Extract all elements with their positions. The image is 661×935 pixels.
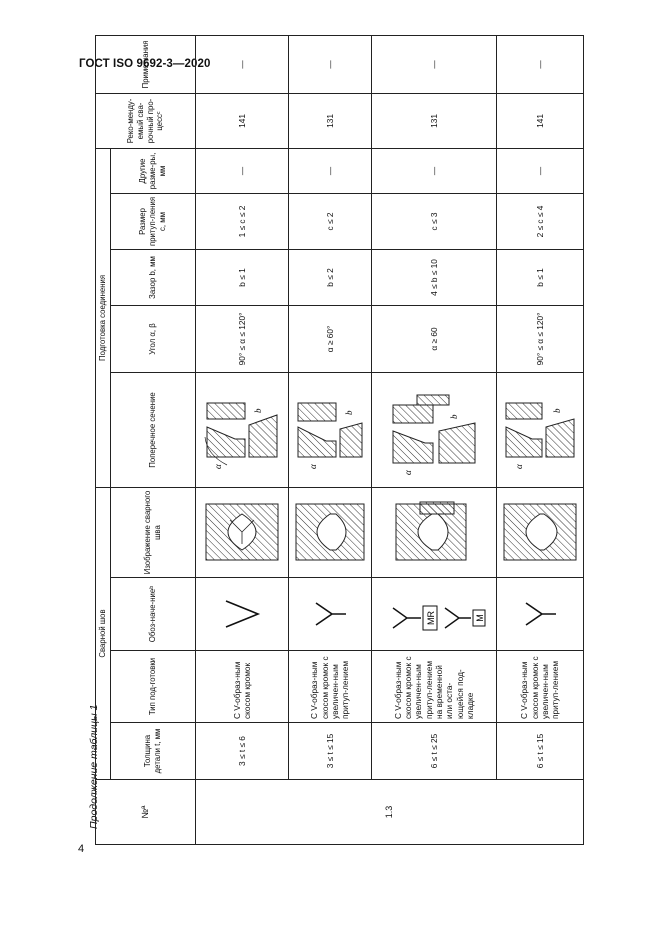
land-cell: c ≤ 3: [372, 193, 497, 249]
land-cell: c ≤ 2: [289, 193, 372, 249]
notes-cell: —: [497, 35, 584, 93]
y-groove-backing-symbol-icon: [379, 584, 489, 644]
angle-cell: 90° ≤ α ≤ 120°: [196, 305, 289, 372]
thickness-cell: 6 ≤ t ≤ 25: [372, 723, 497, 780]
land-cell: 2 ≤ c ≤ 4: [497, 193, 584, 249]
thickness-cell: 3 ≤ t ≤ 15: [289, 723, 372, 780]
svg-text:b: b: [344, 410, 354, 415]
col-header-type: Тип под-готовки: [111, 651, 196, 723]
table-row: [196, 35, 289, 844]
weld-preparation-table: [95, 35, 584, 845]
type-cell: С V-образ-ным скосом кромок с увеличен-ным притуп-лением: [289, 651, 372, 723]
svg-text:α: α: [514, 464, 524, 469]
cross-section-icon: [498, 375, 582, 485]
group-header-preparation: Подготовка соединения: [96, 148, 111, 487]
other-cell: —: [372, 148, 497, 193]
cross-section: [497, 372, 584, 487]
weld-image: [497, 487, 584, 577]
v-groove-symbol-icon: [220, 589, 264, 639]
svg-text:α: α: [308, 464, 318, 469]
process-cell: 141: [196, 93, 289, 148]
type-cell: С V-образ-ным скосом кромок с увеличен-ным притуп-лением: [497, 651, 584, 723]
cross-section-icon: [197, 375, 287, 485]
table-row: [497, 35, 584, 844]
other-cell: —: [289, 148, 372, 193]
col-header-other: Другие разме-ры, мм: [111, 148, 196, 193]
cross-section-icon: [290, 375, 370, 485]
col-header-symbol: Обоз-наче-ниеᵇ: [111, 578, 196, 651]
weld-image-icon: [200, 491, 284, 575]
cross-section: [196, 372, 289, 487]
type-cell: С V-образ-ным скосом кромок: [196, 651, 289, 723]
cross-section: [372, 372, 497, 487]
weld-image-icon: [500, 491, 580, 575]
weld-symbol: [497, 578, 584, 651]
angle-cell: α ≥ 60: [372, 305, 497, 372]
process-cell: 131: [289, 93, 372, 148]
weld-image: [196, 487, 289, 577]
svg-text:α: α: [213, 464, 223, 469]
process-cell: 131: [372, 93, 497, 148]
col-header-process: Реко-менду-емый сва-рочный про-цессᶜ: [96, 93, 196, 148]
notes-cell: —: [196, 35, 289, 93]
notes-cell: —: [289, 35, 372, 93]
col-header-notes: Приме-чания: [96, 35, 196, 93]
y-groove-symbol-icon: [520, 589, 560, 639]
page-number: 4: [78, 843, 85, 855]
cross-section-icon: [379, 375, 489, 485]
col-header-image: Изображение сварного шва: [111, 487, 196, 577]
svg-text:b: b: [449, 414, 459, 419]
cross-section: [289, 372, 372, 487]
process-cell: 141: [497, 93, 584, 148]
land-cell: 1 ≤ c ≤ 2: [196, 193, 289, 249]
angle-cell: α ≥ 60°: [289, 305, 372, 372]
weld-symbol: [196, 578, 289, 651]
y-groove-symbol-icon: [310, 589, 350, 639]
svg-text:M: M: [475, 614, 485, 622]
gap-cell: b ≤ 1: [497, 249, 584, 305]
other-cell: —: [497, 148, 584, 193]
other-cell: —: [196, 148, 289, 193]
notes-cell: —: [372, 35, 497, 93]
col-header-thickness: Толщина детали t, мм: [111, 723, 196, 780]
col-header-section: Поперечное сечение: [111, 372, 196, 487]
type-cell: С V-образ-ным скосом кромок с увеличен-ным притуп-лением на временной или оста-ющейся под-кладке: [372, 651, 497, 723]
page-header: ГОСТ ISO 9692-3—2020: [79, 58, 211, 70]
thickness-cell: 6 ≤ t ≤ 15: [497, 723, 584, 780]
svg-text:α: α: [403, 470, 413, 475]
weld-image: [289, 487, 372, 577]
weld-image-icon: [292, 491, 368, 575]
weld-symbol: [289, 578, 372, 651]
gap-cell: b ≤ 1: [196, 249, 289, 305]
col-header-number: №ª: [96, 780, 196, 845]
table-row: [289, 35, 372, 844]
svg-text:MR: MR: [426, 611, 436, 625]
thickness-cell: 3 ≤ t ≤ 6: [196, 723, 289, 780]
table-row: [372, 35, 497, 844]
gap-cell: 4 ≤ b ≤ 10: [372, 249, 497, 305]
weld-image: [372, 487, 497, 577]
col-header-gap: Зазор b, мм: [111, 249, 196, 305]
col-header-angle: Угол α, β: [111, 305, 196, 372]
weld-symbol: [372, 578, 497, 651]
svg-text:b: b: [253, 408, 263, 413]
angle-cell: 90° ≤ α ≤ 120°: [497, 305, 584, 372]
weld-image-icon: [384, 491, 484, 575]
group-header-weld: Сварной шов: [96, 487, 111, 779]
svg-text:b: b: [552, 408, 562, 413]
col-header-land: Размер притуп-ления c, мм: [111, 193, 196, 249]
gap-cell: b ≤ 2: [289, 249, 372, 305]
table-continuation-caption: Продолжение таблицы 1: [88, 704, 100, 829]
group-number: 1.3: [196, 780, 584, 845]
